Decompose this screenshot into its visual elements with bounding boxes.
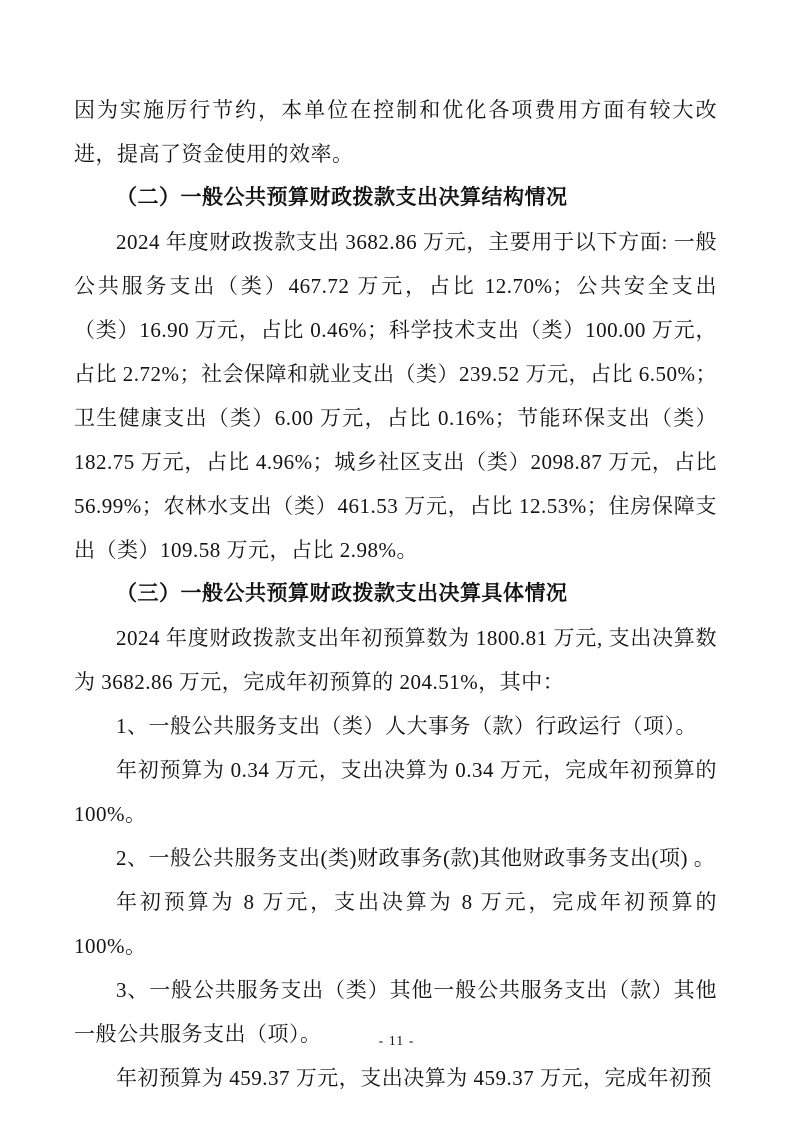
paragraph-savings-continuation: 因为实施厉行节约，本单位在控制和优化各项费用方面有较大改进，提高了资金使用的效率。 xyxy=(74,98,717,166)
paragraph-item-3-detail: 年初预算为 459.37 万元，支出决算为 459.37 万元，完成年初预 xyxy=(116,1066,712,1090)
paragraph-budget-summary: 2024 年度财政拨款支出年初预算数为 1800.81 万元, 支出决算数为 3682.86 万元，完成年初预算的 204.51%，其中： xyxy=(74,626,717,694)
paragraph-item-1-title: 1、一般公共服务支出（类）人大事务（款）行政运行（项）。 xyxy=(116,714,697,738)
paragraph-item-3-title: 3、一般公共服务支出（类）其他一般公共服务支出（款）其他一般公共服务支出（项）。 xyxy=(74,978,717,1046)
paragraph-item-2-title: 2、一般公共服务支出(类)财政事务(款)其他财政事务支出(项) 。 xyxy=(116,846,716,870)
page-number: - 11 - xyxy=(378,1034,415,1049)
heading-section-2: （二）一般公共预算财政拨款支出决算结构情况 xyxy=(116,186,568,209)
paragraph-item-2-detail: 年初预算为 8 万元，支出决算为 8 万元，完成年初预算的 100%。 xyxy=(74,890,717,958)
document-body xyxy=(74,88,717,1100)
paragraph-item-1-detail: 年初预算为 0.34 万元，支出决算为 0.34 万元，完成年初预算的 100%。 xyxy=(74,758,717,826)
paragraph-expenditure-structure: 2024 年度财政拨款支出 3682.86 万元，主要用于以下方面: 一般公共服务支出（类）467.72 万元，占比 12.70%；公共安全支出（类）16.90 万元，占比 0.46%；科学技术支出（类）100.00 万元，占比 2.72%；社会保障和就业支出（类）239.52 万元，占比 6.50%；卫生健康支出（类）6.00 万元，占比 0.16%；节能环保支出（类）182.75 万元，占比 4.96%；城乡社区支出（类）2098.87 万元，占比 56.99%；农林水支出（类）461.53 万元，占比 12.53%；住房保障支出（类）109.58 万元，占比 2.98%。 xyxy=(74,230,717,562)
heading-section-3: （三）一般公共预算财政拨款支出决算具体情况 xyxy=(116,582,568,605)
